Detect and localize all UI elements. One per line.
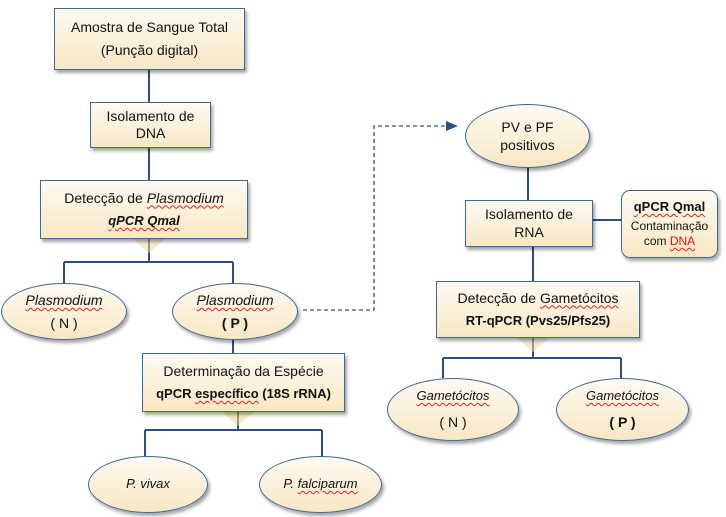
plasmodium-negative-name: Plasmodium [25,291,103,308]
p-vivax-label: P. vivax [126,476,170,492]
gametocyte-detection-title [457,290,618,308]
p-falciparum-word: falciparum [297,476,358,492]
sample-box [54,8,245,70]
plasmodium-positive-result: ( P ) [221,315,249,331]
plasmodium-positive-name: Plasmodium [196,291,274,308]
decorative-wedge [222,412,254,426]
pv-pf-line2: positivos [500,137,555,153]
sample-line1: Amostra de Sangue Total [71,18,228,35]
p-falciparum-label [283,476,357,493]
rna-isolation-line1: Isolamento de [485,206,573,222]
control-line2-dna: DNA [669,234,696,249]
gametocyte-positive-ellipse [556,378,689,441]
dna-isolation-line1: Isolamento de [106,107,195,124]
gametocyte-negative-name: Gametócitos [416,387,490,403]
gametocyte-detection-word: Gametócitos [539,289,619,306]
dna-contamination-control-box [621,190,718,258]
gametocyte-positive-result: ( P ) [609,413,636,430]
plasmodium-negative-ellipse [1,283,127,340]
species-determination-method [156,386,331,402]
species-determination-title: Determinação da Espécie [163,362,324,379]
p-vivax-ellipse [88,456,208,513]
plasmodium-detection-method: qPCR Qmal [108,213,180,229]
species-determination-box [142,353,345,412]
gametocyte-detection-prefix: Detecção de [457,289,540,306]
dna-isolation-line2: DNA [135,125,166,141]
species-method-prefix: qPCR [156,386,196,402]
species-method-word: específico [195,386,259,402]
dashed-arrow-connector [303,126,446,310]
gametocyte-negative-ellipse [387,378,519,441]
control-line1: Contaminação [630,219,709,234]
control-line2 [644,234,695,249]
plasmodium-detection-box [40,180,248,239]
gametocyte-detection-box [436,281,640,338]
plasmodium-detection-organism: Plasmodium [146,189,224,206]
rna-isolation-line2: RNA [514,223,544,240]
p-falciparum-prefix: P. [283,476,298,492]
plasmodium-negative-result: ( N ) [50,315,78,331]
rna-isolation-box [465,200,593,247]
pv-pf-positive-ellipse [465,104,590,168]
decorative-wedge [517,338,549,352]
control-line2-prefix: com [643,234,670,249]
dashed-arrow-head [446,121,458,131]
decorative-wedge [133,239,165,253]
gametocyte-detection-method: RT-qPCR (Pvs25/Pfs25) [465,313,611,329]
gametocyte-negative-result: ( N ) [439,413,467,430]
p-falciparum-ellipse [259,456,382,513]
dna-isolation-box [90,102,211,148]
gametocyte-positive-name: Gametócitos [586,387,659,403]
sample-line2: (Punção digital) [100,42,199,58]
plasmodium-detection-title [64,190,224,208]
control-method: qPCR Qmal [633,198,706,214]
plasmodium-positive-ellipse [172,283,298,340]
species-method-suffix: (18S rRNA) [258,386,331,402]
plasmodium-detection-prefix: Detecção de [64,189,147,206]
pv-pf-line1: PV e PF [501,118,554,135]
